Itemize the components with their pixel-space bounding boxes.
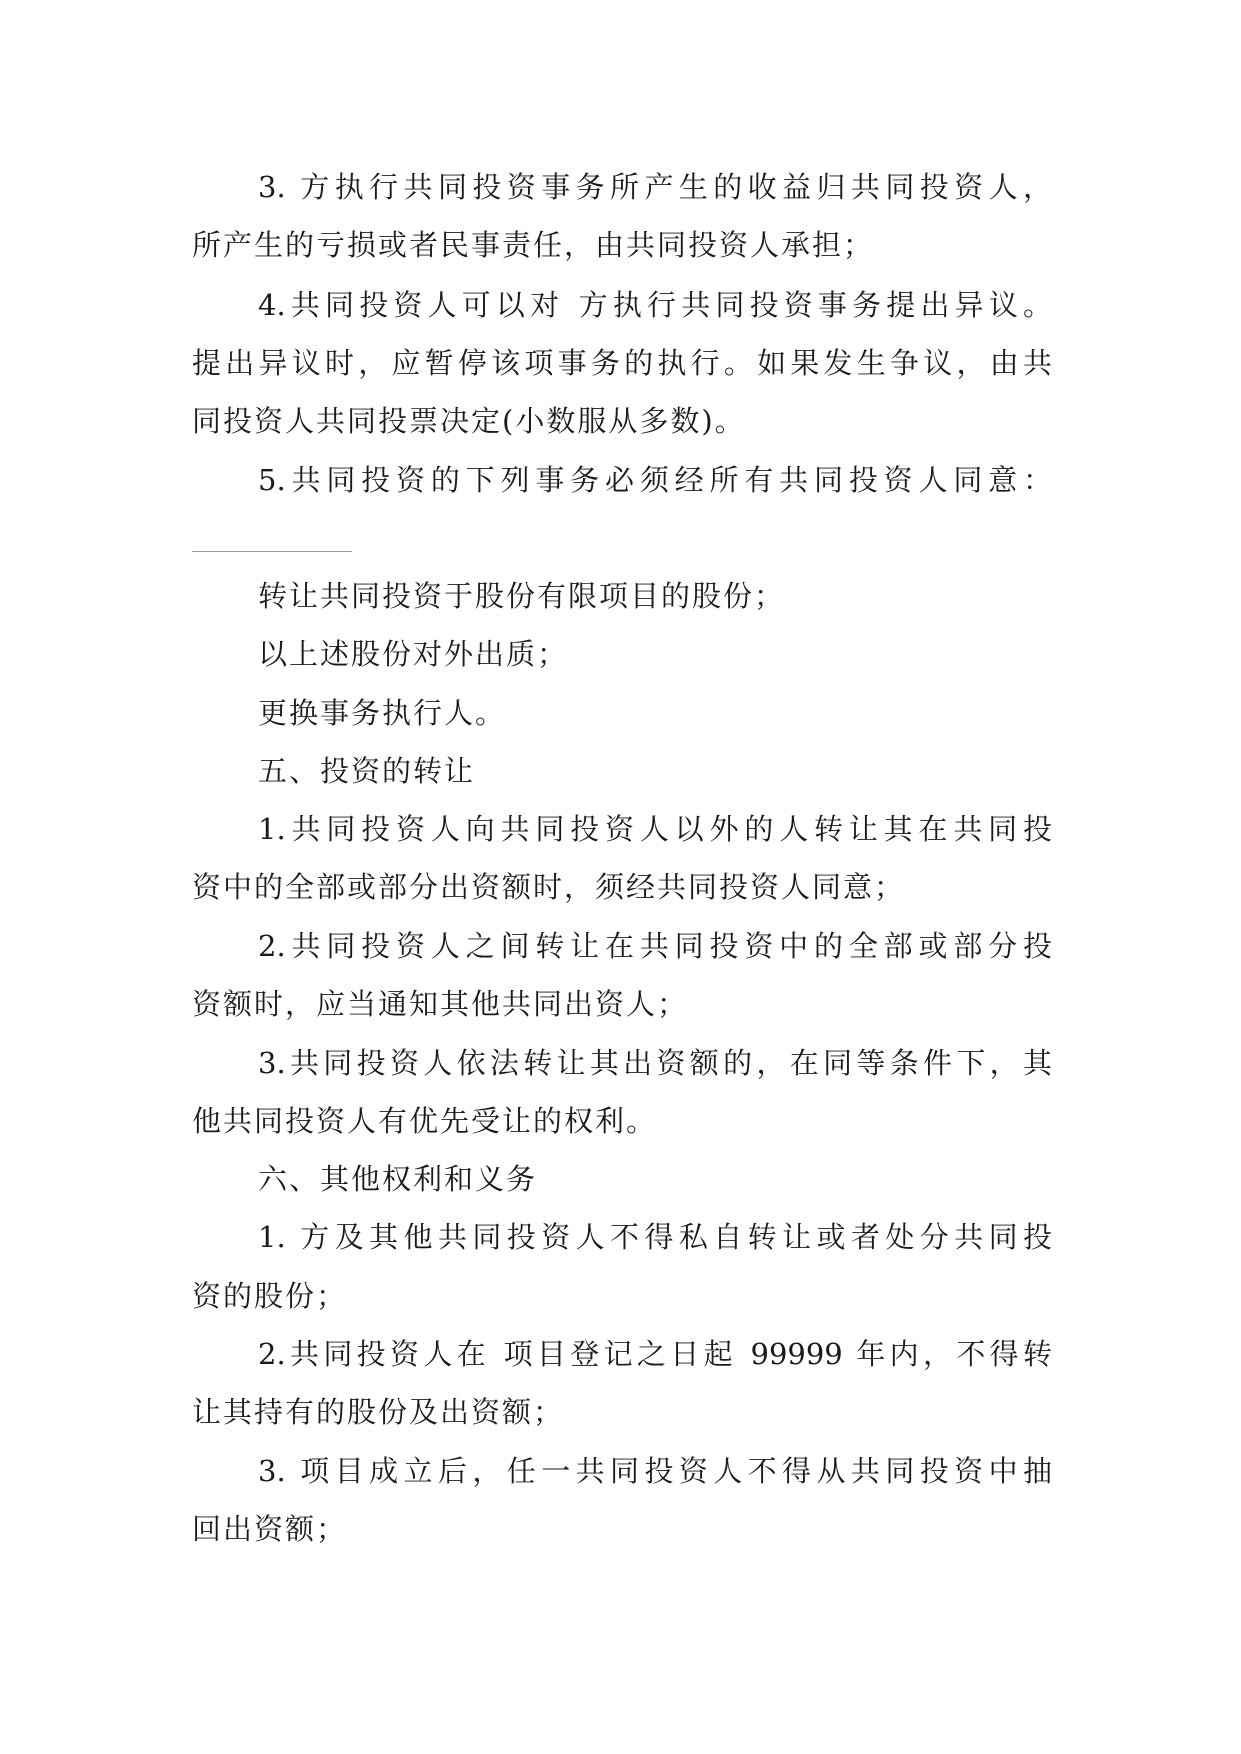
divider-line [192,551,352,552]
paragraph-line: 回出资额； [192,1512,348,1546]
paragraph-line: 转让共同投资于股份有限项目的股份； [258,579,786,613]
paragraph-line: 4.共同投资人可以对 方执行共同投资事务提出异议。 [258,288,1052,322]
section-heading: 五、投资的转让 [258,754,476,788]
paragraph-line: 更换事务执行人。 [258,696,507,730]
paragraph-line: 3.共同投资人依法转让其出资额的，在同等条件下，其 [258,1046,1052,1080]
paragraph-line: 以上述股份对外出质； [258,637,569,671]
paragraph-line: 提出异议时，应暂停该项事务的执行。如果发生争议，由共 [192,346,1052,380]
paragraph-line: 1. 方及其他共同投资人不得私自转让或者处分共同投 [258,1220,1052,1254]
paragraph-line: 他共同投资人有优先受让的权利。 [192,1104,658,1138]
paragraph-line: 资额时，应当通知其他共同出资人； [192,987,689,1021]
paragraph-line: 1.共同投资人向共同投资人以外的人转让其在共同投 [258,812,1052,846]
paragraph-line: 2.共同投资人在 项目登记之日起 99999 年内，不得转 [258,1337,1052,1371]
paragraph-line: 2.共同投资人之间转让在共同投资中的全部或部分投 [258,929,1052,963]
paragraph-line: 同投资人共同投票决定(小数服从多数)。 [192,404,746,438]
section-heading: 六、其他权利和义务 [258,1162,538,1196]
paragraph-line: 所产生的亏损或者民事责任，由共同投资人承担； [192,228,875,262]
paragraph-line: 3. 方执行共同投资事务所产生的收益归共同投资人， [258,170,1052,204]
paragraph-line: 资的股份； [192,1279,348,1313]
paragraph-line: 3. 项目成立后，任一共同投资人不得从共同投资中抽 [258,1454,1052,1488]
paragraph-line: 让其持有的股份及出资额； [192,1395,565,1429]
paragraph-line: 5.共同投资的下列事务必须经所有共同投资人同意： [258,463,1052,497]
paragraph-line: 资中的全部或部分出资额时，须经共同投资人同意； [192,870,906,904]
